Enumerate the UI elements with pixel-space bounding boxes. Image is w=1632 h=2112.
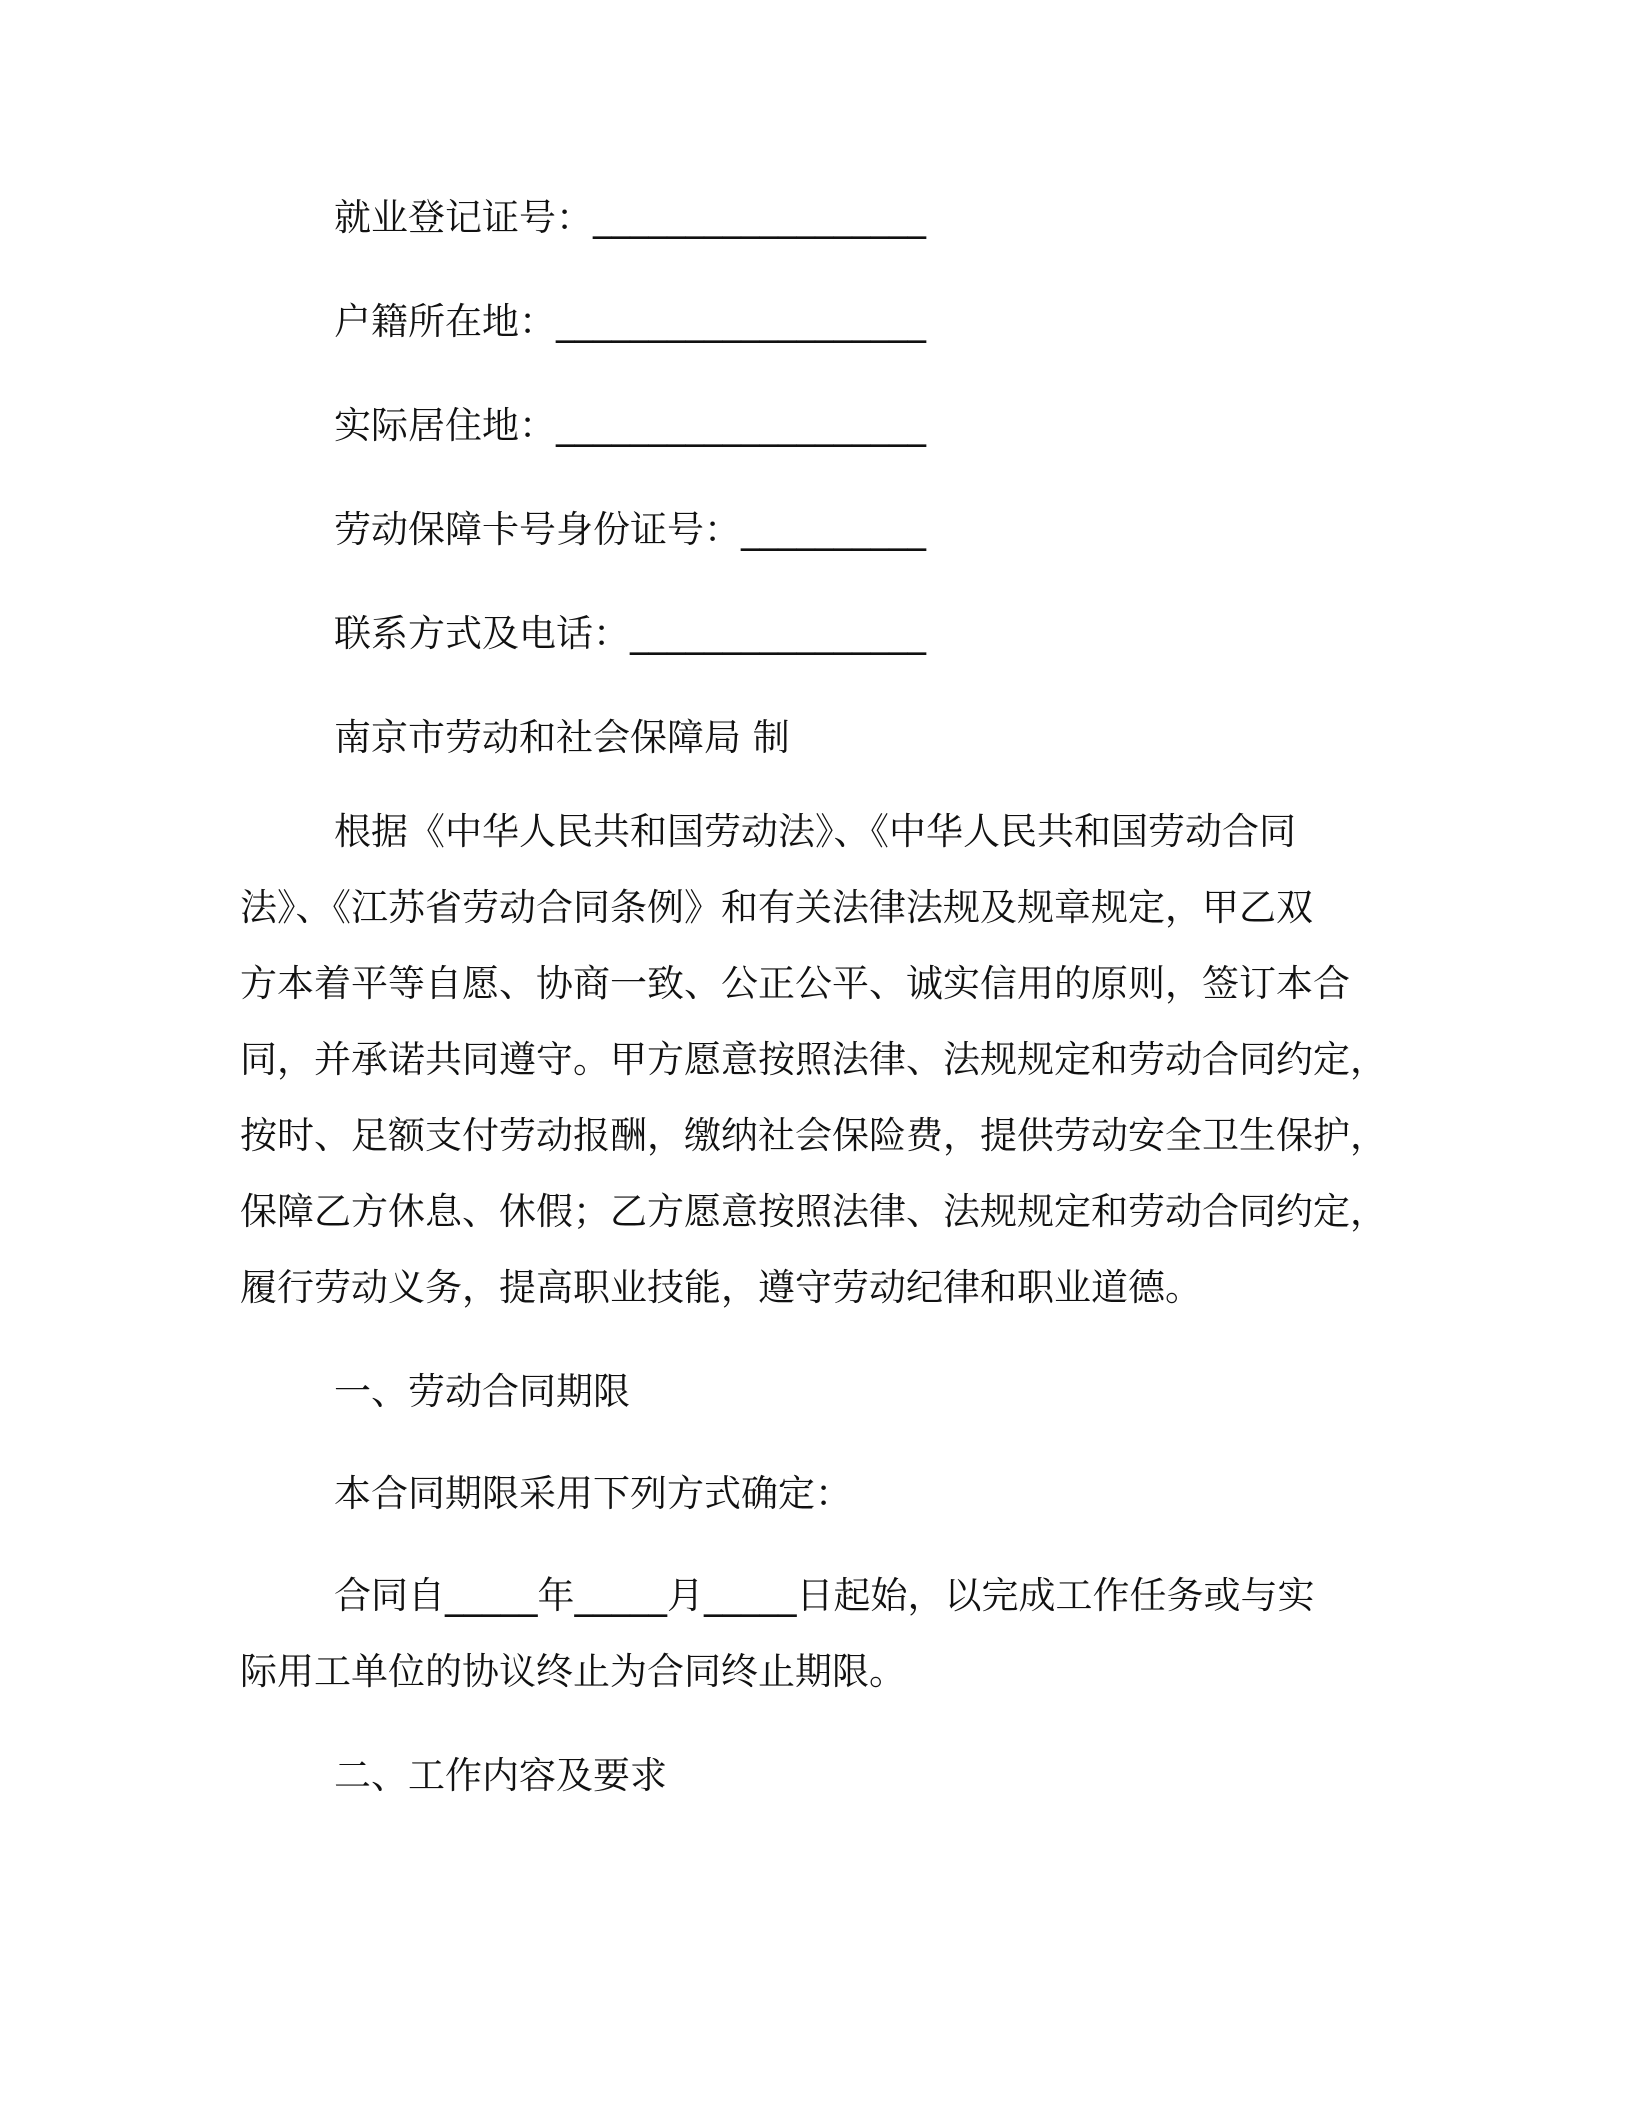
section-1-heading: 一、劳动合同期限 (334, 1370, 630, 1413)
issuer-line: 南京市劳动和社会保障局 制 (334, 716, 790, 759)
actual-residence-field: 实际居住地：____________________ (334, 404, 926, 447)
section-1-intro: 本合同期限采用下列方式确定： (334, 1472, 852, 1515)
section-1-line-2: 际用工单位的协议终止为合同终止期限。 (240, 1650, 906, 1693)
preamble-line-5: 按时、足额支付劳动报酬，缴纳社会保险费，提供劳动安全卫生保护， (240, 1114, 1387, 1157)
preamble-line-6: 保障乙方休息、休假；乙方愿意按照法律、法规规定和劳动合同约定， (240, 1190, 1387, 1233)
preamble-line-1: 根据《中华人民共和国劳动法》、《中华人民共和国劳动合同 (334, 810, 1296, 853)
preamble-line-4: 同，并承诺共同遵守。甲方愿意按照法律、法规规定和劳动合同约定， (240, 1038, 1387, 1081)
household-registration-field: 户籍所在地：____________________ (334, 300, 926, 343)
contact-phone-field: 联系方式及电话：________________ (334, 612, 926, 655)
section-2-heading: 二、工作内容及要求 (334, 1754, 667, 1797)
employment-registration-number-field: 就业登记证号：__________________ (334, 196, 926, 239)
preamble-line-2: 法》、《江苏省劳动合同条例》和有关法律法规及规章规定，甲乙双 (240, 886, 1313, 929)
preamble-line-7: 履行劳动义务，提高职业技能，遵守劳动纪律和职业道德。 (240, 1266, 1202, 1309)
labor-security-card-id-field: 劳动保障卡号身份证号：__________ (334, 508, 926, 551)
section-1-line-1: 合同自_____年_____月_____日起始，以完成工作任务或与实 (334, 1574, 1315, 1617)
preamble-line-3: 方本着平等自愿、协商一致、公正公平、诚实信用的原则，签订本合 (240, 962, 1350, 1005)
